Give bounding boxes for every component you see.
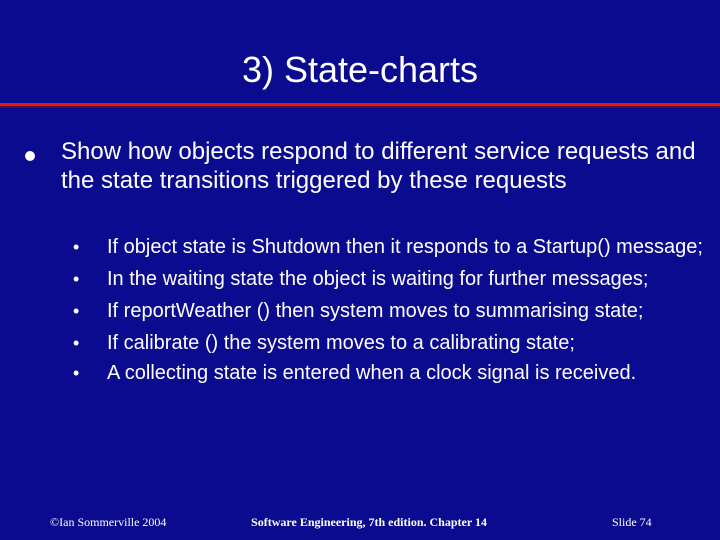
sub-bullet-item xyxy=(73,298,703,324)
bullet-dot-icon: • xyxy=(73,269,80,289)
sub-bullet-text: If calibrate () the system moves to a calibrating state; xyxy=(107,332,575,354)
footer-slide-number: Slide 74 xyxy=(612,515,652,529)
title-divider-shadow xyxy=(0,106,720,108)
footer-book-title: Software Engineering, 7th edition. Chapter 14 xyxy=(251,515,487,529)
bullet-dot-icon: • xyxy=(73,301,80,321)
sub-bullet-item xyxy=(73,234,703,260)
sub-bullet-text: In the waiting state the object is waiting for further messages; xyxy=(107,268,649,290)
title-divider xyxy=(0,103,720,108)
sub-bullet-text: If object state is Shutdown then it responds to a Startup() message; xyxy=(107,236,703,258)
sub-bullet-item xyxy=(73,360,703,386)
slide-title: 3) State-charts xyxy=(241,49,479,90)
sub-bullet-text: A collecting state is entered when a clock signal is received. xyxy=(107,362,637,384)
sub-bullet-list xyxy=(73,234,703,392)
bullet-dot-icon: • xyxy=(73,237,80,257)
sub-bullet-item xyxy=(73,330,703,356)
bullet-dot-icon: • xyxy=(73,333,80,353)
main-bullet-text: Show how objects respond to different service requests and the state transitions triggered by these requests xyxy=(61,138,696,194)
bullet-dot-icon: • xyxy=(73,363,80,383)
sub-bullet-item xyxy=(73,266,703,292)
sub-bullet-text: If reportWeather () then system moves to summarising state; xyxy=(107,300,644,322)
main-bullet-icon xyxy=(25,151,35,161)
footer-copyright: ©Ian Sommerville 2004 xyxy=(50,515,167,529)
